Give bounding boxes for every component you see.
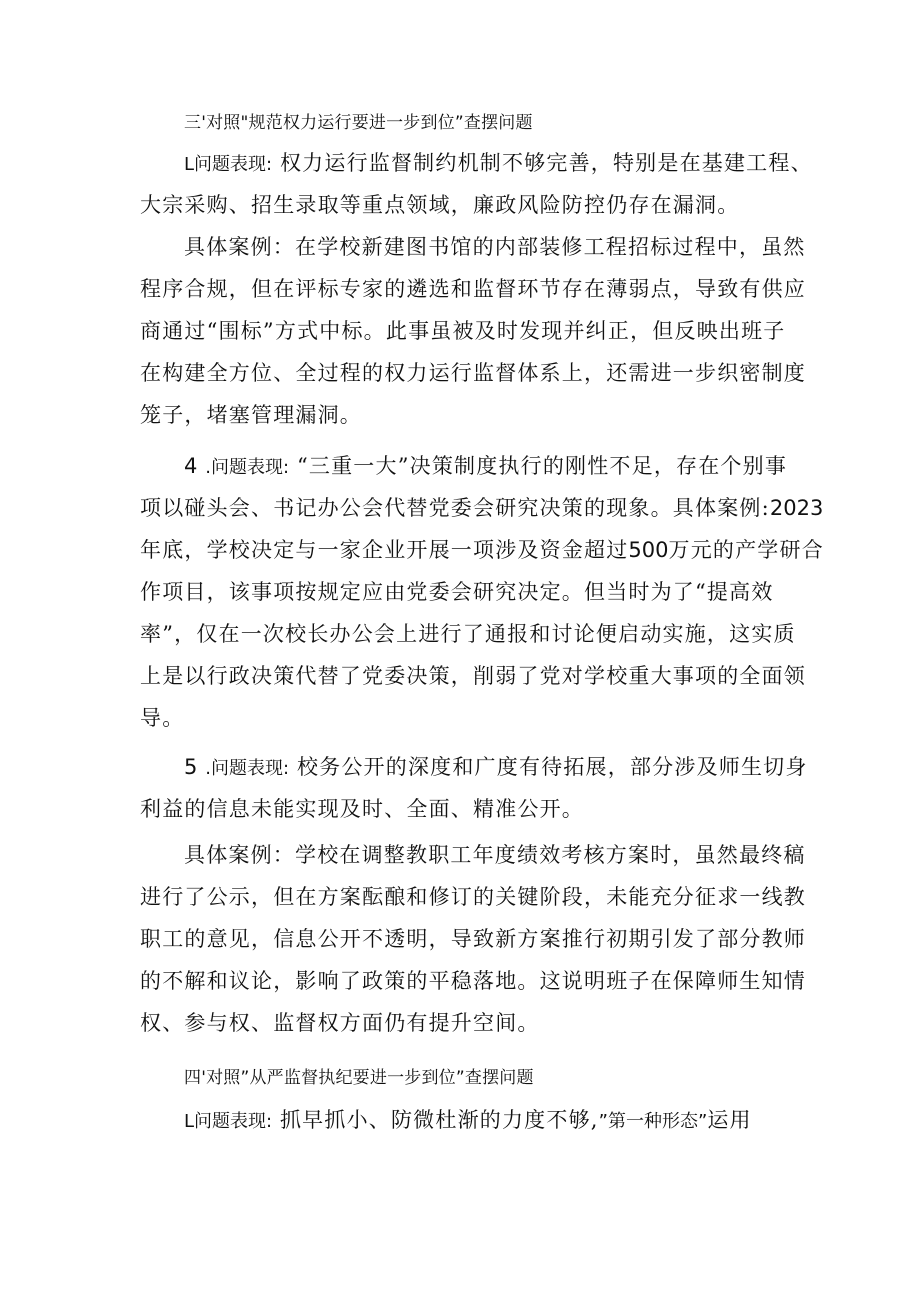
s3-p3-line5: 率”，仅在一次校长办公会上进行了通报和讨论便启动实施，这实质 [140,622,796,646]
section-4-heading: 四'对照”从严监督执纪要进一步到位”查摆问题 [184,1068,534,1088]
s3-p3-line7: 导。 [140,706,185,730]
s3-p4-text1: 校务公开的深度和广度有待拓展，部分涉及师生切身 [296,755,808,779]
s3-p3-line3 [140,535,824,565]
s3-p1-line2: 大宗采购、招生录取等重点领域，廉政风险防控仍存在漏洞。 [140,193,740,217]
s3-p1-line1 [184,148,813,180]
s3-p4-number: 5 [184,755,198,779]
s3-p3-year: 2023 [769,496,824,520]
s3-p5-line4: 的不解和议论，影响了政策的平稳落地。这说明班子在保障师生知情 [140,969,806,993]
s3-p3-text2a: 项以碰头会、书记办公会代替党委会研究决策的现象。具体案例: [140,496,770,520]
s3-p3-line4: 作项目，该事项按规定应由党委会研究决定。但当时为了“提高效 [140,580,774,604]
s4-p1-text1a: 抓早抓小、防微杜渐的力度不够, [279,1108,599,1132]
s3-p2-line1: 具体案例：在学校新建图书馆的内部装修工程招标过程中，虽然 [184,235,806,259]
s3-p3-line6: 上是以行政决策代替了党委决策，削弱了党对学校重大事项的全面领 [140,664,806,688]
s3-p5-line1: 具体案例：学校在调整教职工年度绩效考核方案时，虽然最终稿 [184,843,806,867]
s3-p2-line3: 商通过“围标”方式中标。此事虽被及时发现并纠正，但反映出班子 [140,319,786,343]
s3-p2-line2: 程序合规，但在评标专家的遴选和监督环节存在薄弱点，导致有供应 [140,277,806,301]
s3-p5-line3: 职工的意见，信息公开不透明，导致新方案推行初期引发了部分教师 [140,927,806,951]
s3-p3-text3c: 万元的产学研合 [668,538,824,562]
s3-p3-line2 [140,493,823,523]
s3-p3-text1: “三重一大”决策制度执行的刚性不足，存在个别事 [296,454,788,478]
s4-p1-label: L问题表现: [184,1111,273,1132]
section-3-heading: 三'对照"规范权力运行要进一步到位”查摆问题 [184,113,533,133]
s3-p4-line1 [184,752,808,784]
s3-p4-label: .问题表现: [205,758,290,779]
s3-p5-line5: 权、参与权、监督权方面仍有提升空间。 [140,1011,540,1035]
s4-p1-text1c: 运用 [707,1108,752,1132]
s3-p1-text1: 权力运行监督制约机制不够完善，特别是在基建工程、 [279,151,813,175]
s3-p3-line1 [184,451,787,483]
s3-p3-text3a: 年底，学校决定与一家企业开展一项涉及资金超过 [140,538,629,562]
s3-p3-label: .问题表现: [205,457,290,478]
s3-p2-line5: 笼子，堵塞管理漏洞。 [140,403,362,427]
s4-p1-line1 [184,1105,752,1137]
s3-p1-label: L问题表现: [184,154,273,175]
s3-p4-line2: 利益的信息未能实现及时、全面、精准公开。 [140,797,584,821]
s3-p5-line2: 进行了公示，但在方案酝酿和修订的关键阶段，未能充分征求一线教 [140,885,806,909]
s3-p2-line4: 在构建全方位、全过程的权力运行监督体系上，还需进一步织密制度 [140,361,806,385]
s3-p3-amount: 500 [628,538,669,562]
s3-p3-number: 4 [184,454,198,478]
s4-p1-text1b: ”第一种形态” [598,1111,708,1132]
